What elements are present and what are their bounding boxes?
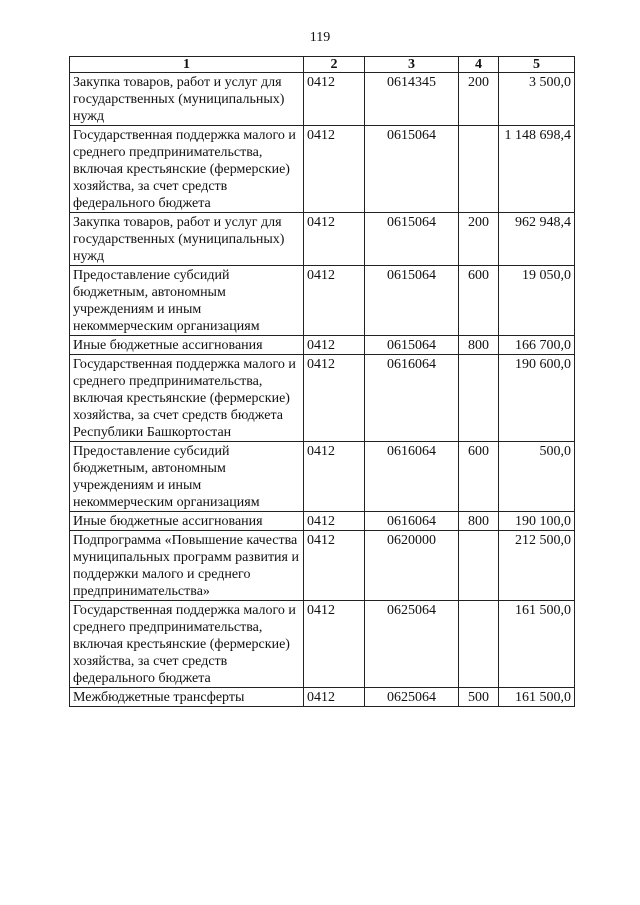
cell-amount: 500,0 — [499, 442, 575, 512]
cell-code: 0616064 — [365, 442, 459, 512]
cell-name: Иные бюджетные ассигнования — [70, 512, 304, 531]
cell-type — [459, 126, 499, 213]
page-number: 119 — [309, 30, 331, 45]
cell-section: 0412 — [304, 266, 365, 336]
cell-section: 0412 — [304, 73, 365, 126]
cell-type — [459, 531, 499, 601]
cell-name: Подпрограмма «Повышение качества муниципальных программ развития и поддержки малого и среднего предпринимательства» — [70, 531, 304, 601]
cell-amount: 161 500,0 — [499, 688, 575, 707]
cell-code: 0615064 — [365, 126, 459, 213]
cell-name: Предоставление субсидий бюджетным, автономным учреждениям и иным некоммерческим организациям — [70, 266, 304, 336]
cell-type: 800 — [459, 336, 499, 355]
cell-name: Предоставление субсидий бюджетным, автономным учреждениям и иным некоммерческим организациям — [70, 442, 304, 512]
cell-code: 0625064 — [365, 688, 459, 707]
table-header — [70, 57, 575, 73]
cell-name: Закупка товаров, работ и услуг для государственных (муниципальных) нужд — [70, 73, 304, 126]
cell-code: 0615064 — [365, 336, 459, 355]
cell-section: 0412 — [304, 355, 365, 442]
header-col-4: 4 — [459, 57, 499, 73]
budget-table — [69, 56, 575, 707]
cell-name: Межбюджетные трансферты — [70, 688, 304, 707]
header-col-2: 2 — [304, 57, 365, 73]
table-row — [70, 355, 575, 442]
table-row — [70, 601, 575, 688]
cell-type: 200 — [459, 213, 499, 266]
cell-type: 800 — [459, 512, 499, 531]
cell-code: 0625064 — [365, 601, 459, 688]
cell-type: 200 — [459, 73, 499, 126]
cell-amount: 962 948,4 — [499, 213, 575, 266]
header-col-3: 3 — [365, 57, 459, 73]
cell-type — [459, 601, 499, 688]
cell-amount: 190 600,0 — [499, 355, 575, 442]
table-row — [70, 126, 575, 213]
cell-name: Государственная поддержка малого и среднего предпринимательства, включая крестьянские (фермерские) хозяйства, за счет средств бюджета Республики Башкортостан — [70, 355, 304, 442]
cell-amount: 3 500,0 — [499, 73, 575, 126]
cell-section: 0412 — [304, 213, 365, 266]
cell-name: Государственная поддержка малого и среднего предпринимательства, включая крестьянские (фермерские) хозяйства, за счет средств федерального бюджета — [70, 601, 304, 688]
cell-type: 500 — [459, 688, 499, 707]
table-row — [70, 688, 575, 707]
table-row — [70, 336, 575, 355]
cell-section: 0412 — [304, 688, 365, 707]
cell-amount: 161 500,0 — [499, 601, 575, 688]
table-row — [70, 512, 575, 531]
cell-code: 0616064 — [365, 512, 459, 531]
table-row — [70, 266, 575, 336]
header-col-1: 1 — [70, 57, 304, 73]
cell-amount: 190 100,0 — [499, 512, 575, 531]
cell-name: Закупка товаров, работ и услуг для государственных (муниципальных) нужд — [70, 213, 304, 266]
cell-section: 0412 — [304, 512, 365, 531]
cell-amount: 19 050,0 — [499, 266, 575, 336]
cell-code: 0616064 — [365, 355, 459, 442]
cell-code: 0620000 — [365, 531, 459, 601]
cell-type: 600 — [459, 266, 499, 336]
table-row — [70, 73, 575, 126]
table-row — [70, 442, 575, 512]
cell-code: 0614345 — [365, 73, 459, 126]
table-row — [70, 213, 575, 266]
cell-section: 0412 — [304, 531, 365, 601]
cell-type: 600 — [459, 442, 499, 512]
header-row — [70, 57, 575, 73]
cell-amount: 166 700,0 — [499, 336, 575, 355]
header-col-5: 5 — [499, 57, 575, 73]
cell-section: 0412 — [304, 442, 365, 512]
cell-code: 0615064 — [365, 266, 459, 336]
table-row — [70, 531, 575, 601]
cell-section: 0412 — [304, 336, 365, 355]
cell-section: 0412 — [304, 126, 365, 213]
cell-type — [459, 355, 499, 442]
cell-name: Государственная поддержка малого и среднего предпринимательства, включая крестьянские (фермерские) хозяйства, за счет средств федерального бюджета — [70, 126, 304, 213]
cell-section: 0412 — [304, 601, 365, 688]
table-body — [70, 73, 575, 707]
cell-amount: 212 500,0 — [499, 531, 575, 601]
cell-name: Иные бюджетные ассигнования — [70, 336, 304, 355]
cell-amount: 1 148 698,4 — [499, 126, 575, 213]
cell-code: 0615064 — [365, 213, 459, 266]
